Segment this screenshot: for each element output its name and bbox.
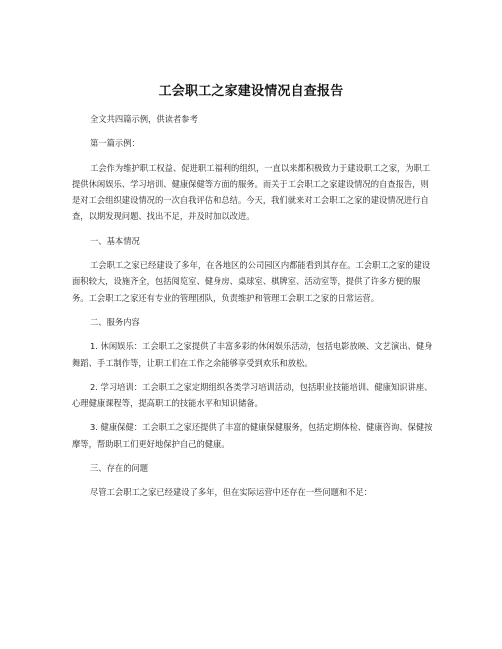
document-body [72, 111, 434, 509]
paragraph-problems: 尽管工会职工之家已经建设了多年，但在实际运营中还存在一些问题和不足： [90, 487, 373, 498]
intro-line: 全文共四篇示例，供读者参考 [90, 114, 198, 124]
list-item-health: 3. 健康保健：工会职工之家还提供了丰富的健康保健服务，包括定期体检、健康咨询、保健按摩等，帮助职工们更好地保护自己的健康。 [72, 422, 433, 449]
section-heading-problems: 三、存在的问题 [90, 463, 149, 474]
list-item-training: 2. 学习培训：工会职工之家定期组织各类学习培训活动，包括职业技能培训、健康知识讲座、心理健康课程等，提高职工的技能水平和知识储备。 [72, 381, 433, 409]
section-heading-services: 二、服务内容 [90, 316, 140, 327]
example-heading: 第一篇示例： [90, 138, 140, 149]
list-item-leisure: 1. 休闲娱乐：工会职工之家提供了丰富多彩的休闲娱乐活动，包括电影放映、文艺演出、健身舞蹈、手工制作等，让职工们在工作之余能够享受到欢乐和放松。 [72, 341, 433, 368]
section-heading-basic: 一、基本情况 [90, 235, 140, 246]
paragraph-basic: 工会职工之家已经建设了多年，在各地区的公司园区内都能看到其存在。工会职工之家的建设面积较大，设施齐全，包括阅览室、健身房、桌球室、棋牌室、活动室等，提供了许多方便的服务。工会职工之家还有专业的管理团队，负责维护和管理工会职工之家的日常运营。 [72, 260, 431, 303]
document-title: 工会职工之家建设情况自查报告 [158, 84, 344, 99]
paragraph-intro: 工会作为维护职工权益、促进职工福利的组织，一直以来都积极致力于建设职工之家，为职工提供休闲娱乐、学习培训、健康保健等方面的服务。而关于工会职工之家建设情况的自查报告，则是对工会组织建设情况的一次自我评估和总结。今天，我们就来对工会职工之家的建设情况进行自查，以期发现问题、找出不足，并及时加以改进。 [72, 162, 431, 222]
